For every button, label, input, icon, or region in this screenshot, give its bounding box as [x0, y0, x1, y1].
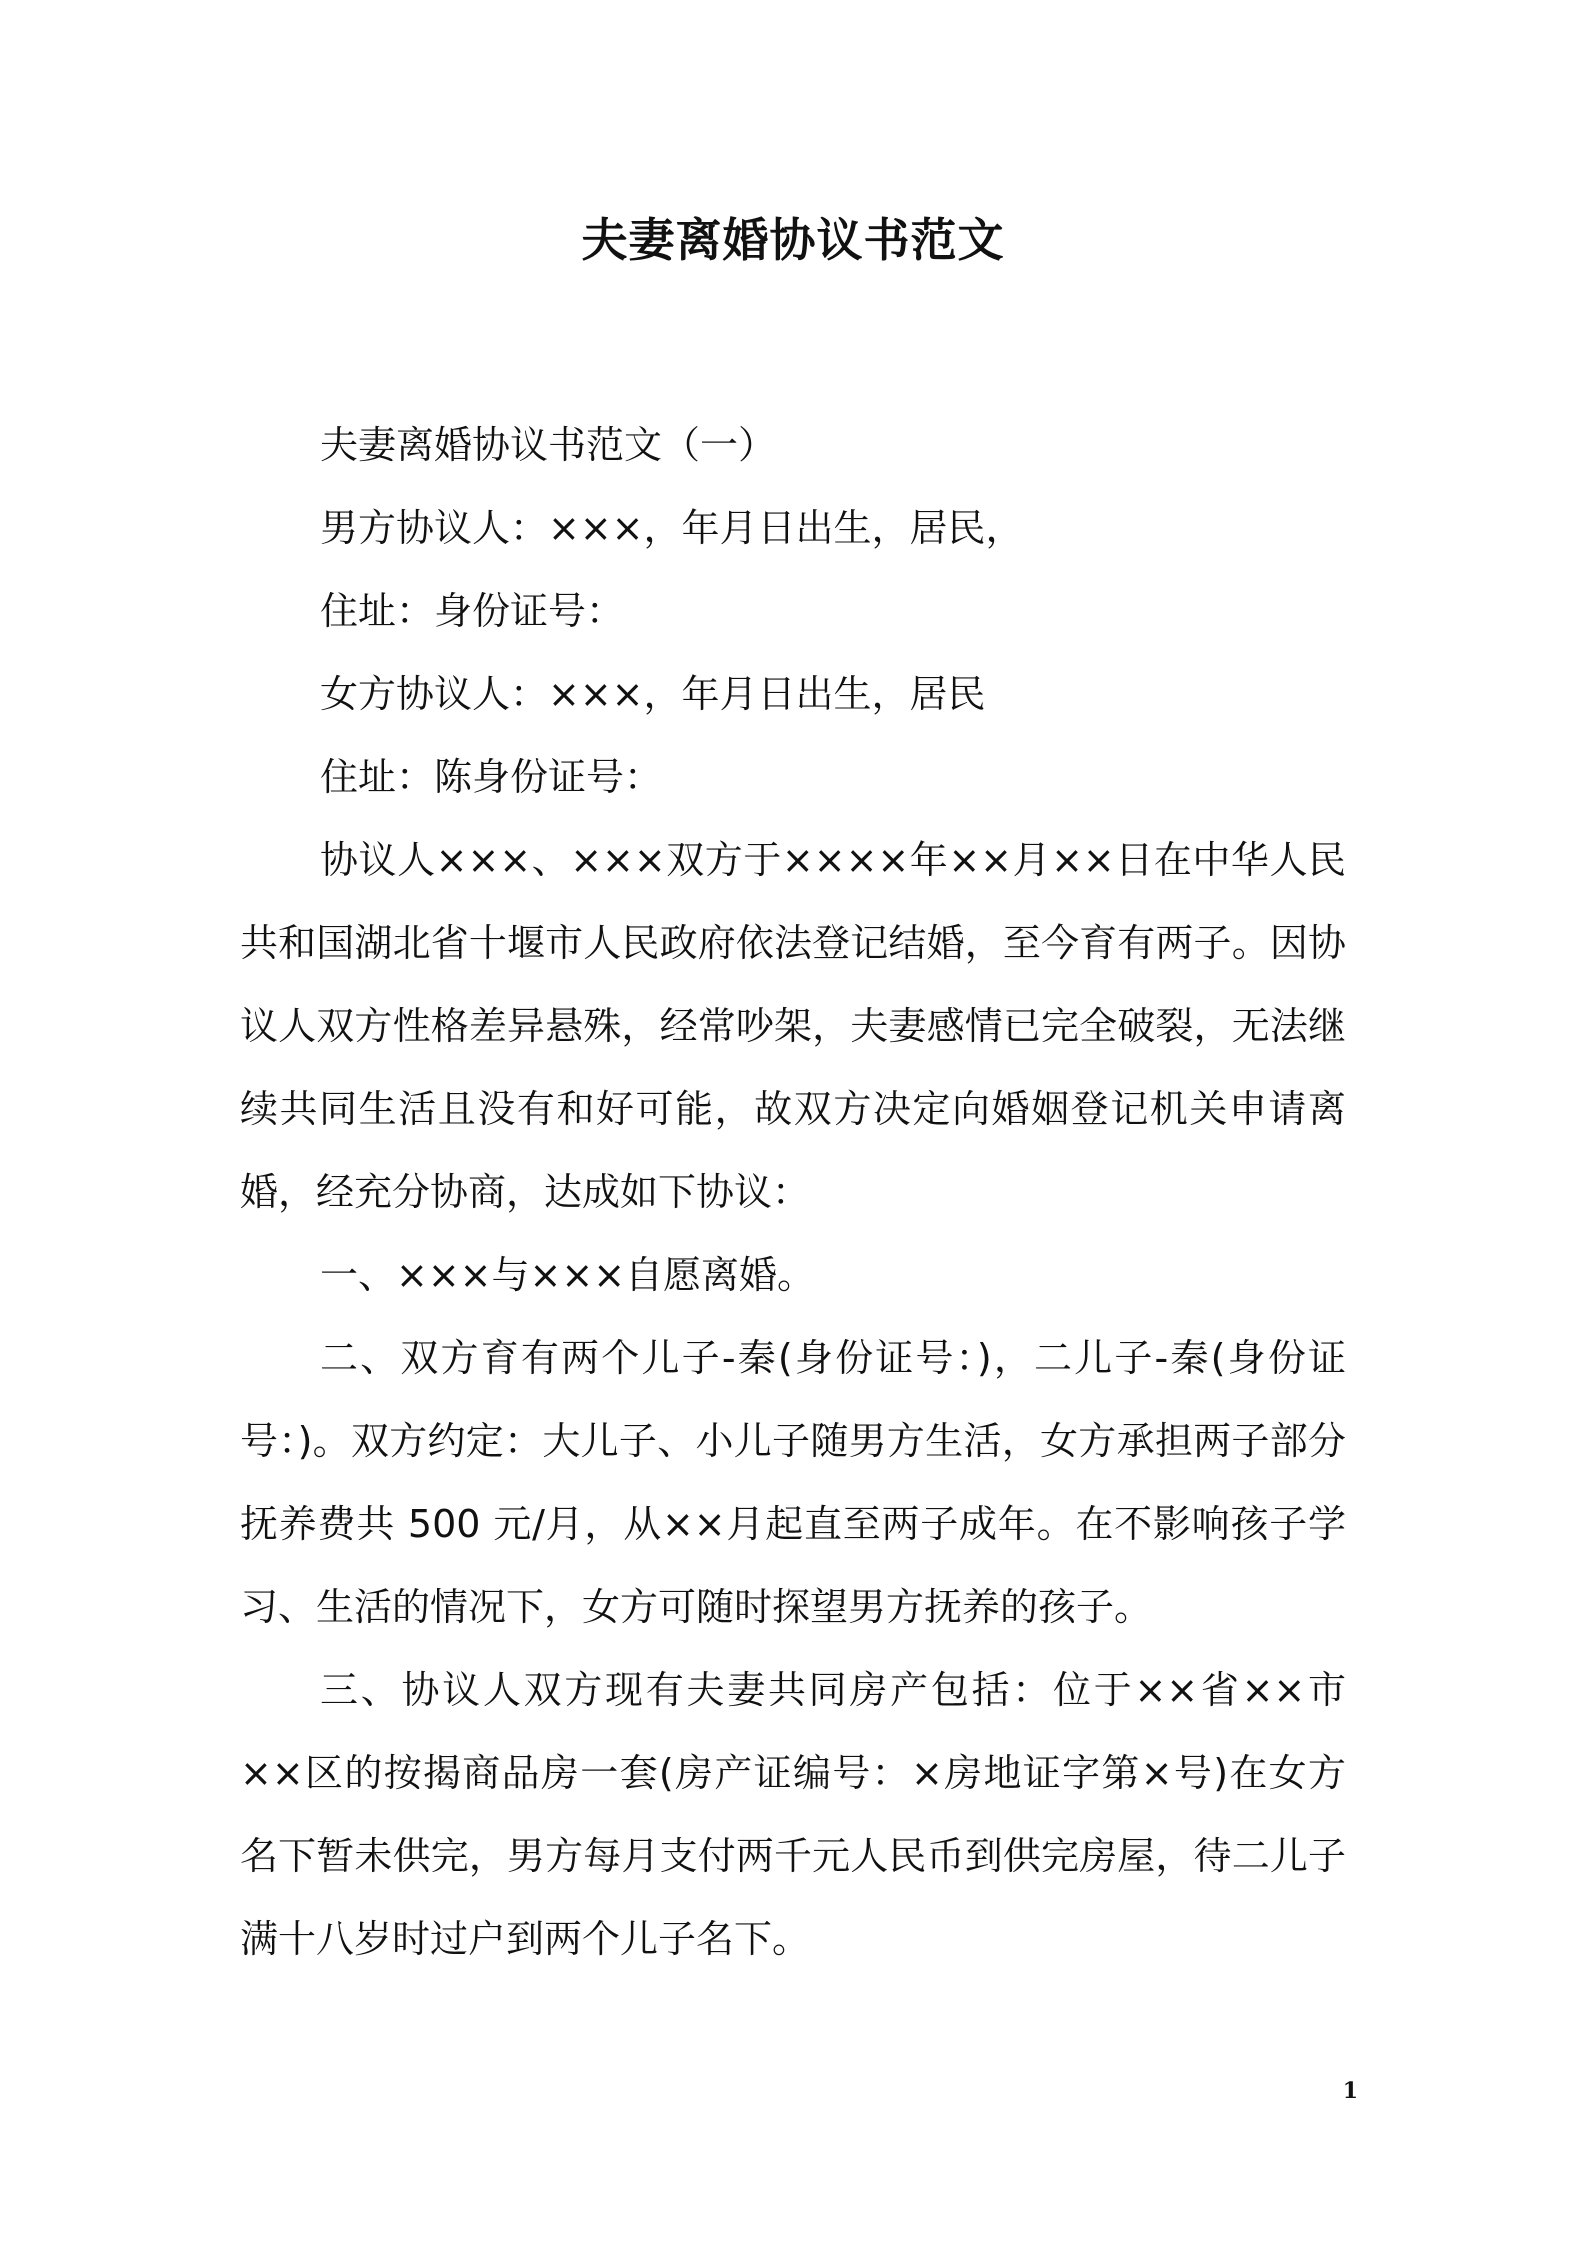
- clause-two: 二、双方育有两个儿子-秦(身份证号：)，二儿子-秦(身份证号：)。双方约定：大儿子、小儿子随男方生活，女方承担两子部分抚养费共 500 元/月，从××月起直至两子成年。在不影响孩子学习、生活的情况下，女方可随时探望男方抚养的孩子。: [240, 1336, 1346, 1629]
- female-address-line: 住址：陈身份证号：: [320, 755, 663, 799]
- agreement-preamble: 协议人×××、×××双方于××××年××月××日在中华人民共和国湖北省十堰市人民政府依法登记结婚，至今育有两子。因协议人双方性格差异悬殊，经常吵架，夫妻感情已完全破裂，无法继续共同生活且没有和好可能，故双方决定向婚姻登记机关申请离婚，经充分协商，达成如下协议：: [240, 838, 1346, 1214]
- page-number: 1: [1342, 2078, 1358, 2104]
- clause-one: 一、×××与×××自愿离婚。: [320, 1253, 816, 1297]
- male-party-line: 男方协议人：×××，年月日出生，居民，: [320, 506, 1024, 550]
- section-heading: 夫妻离婚协议书范文（一）: [320, 423, 777, 467]
- document-body: [240, 404, 1346, 1981]
- document-title: 夫妻离婚协议书范文: [581, 213, 1005, 267]
- female-party-line: 女方协议人：×××，年月日出生，居民: [320, 672, 986, 716]
- male-address-line: 住址：身份证号：: [320, 589, 625, 633]
- clause-three: 三、协议人双方现有夫妻共同房产包括：位于××省××市××区的按揭商品房一套(房产证编号：×房地证字第×号)在女方名下暂未供完，男方每月支付两千元人民币到供完房屋，待二儿子满十八岁时过户到两个儿子名下。: [240, 1668, 1346, 1961]
